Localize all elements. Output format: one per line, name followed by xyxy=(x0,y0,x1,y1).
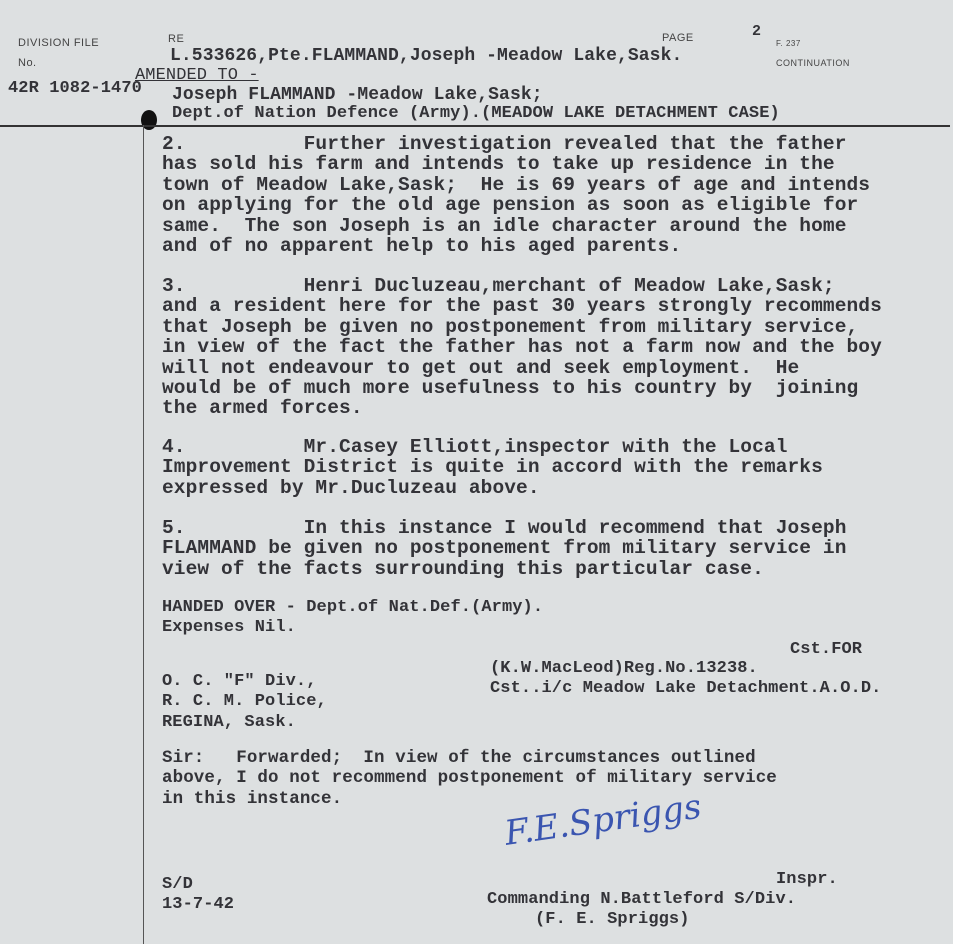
constable-line-2: Cst..i/c Meadow Lake Detachment.A.O.D. xyxy=(490,679,882,698)
signatory-rank: Inspr. xyxy=(776,870,838,889)
text-line: has sold his farm and intends to take up residence in the xyxy=(162,153,835,176)
addressee xyxy=(162,672,327,733)
text-line: same. The son Joseph is an idle character around the home xyxy=(162,214,847,237)
page-label: PAGE xyxy=(662,32,694,44)
text-line: and of no apparent help to his aged parents. xyxy=(162,235,682,258)
text-line: the armed forces. xyxy=(162,397,363,420)
handed-over xyxy=(162,598,543,639)
amended-line-2: Dept.of Nation Defence (Army).(MEADOW LAKE DETACHMENT CASE) xyxy=(172,104,780,123)
signatory-line-1: Commanding N.Battleford S/Div. xyxy=(487,890,797,909)
text-line: will not endeavour to get out and seek employment. He xyxy=(162,356,800,379)
no-label: No. xyxy=(18,57,37,69)
text-line: view of the facts surrounding this particular case. xyxy=(162,557,764,580)
handwritten-signature: F.E.Spriggs xyxy=(502,786,704,854)
re-label: RE xyxy=(168,33,185,45)
subject-line: L.533626,Pte.FLAMMAND,Joseph -Meadow Lake,Sask. xyxy=(170,46,683,66)
text-line: town of Meadow Lake,Sask; He is 69 years of age and intends xyxy=(162,173,871,196)
file-reference xyxy=(162,875,234,916)
text-line: 2. Further investigation revealed that the father xyxy=(162,133,847,155)
text-line: in this instance. xyxy=(162,788,343,809)
division-file-label: DIVISION FILE xyxy=(18,37,100,49)
text-line: Sir: Forwarded; In view of the circumstances outlined xyxy=(162,748,756,768)
text-line: FLAMMAND be given no postponement from military service in xyxy=(162,537,847,560)
text-line: above, I do not recommend postponement of military service xyxy=(162,768,777,789)
text-line: 4. Mr.Casey Elliott,inspector with the Local xyxy=(162,436,788,458)
text-line: would be of much more usefulness to his country by joining xyxy=(162,377,859,400)
text-line: in view of the fact the father has not a farm now and the boy xyxy=(162,336,882,359)
amended-line-1: Joseph FLAMMAND -Meadow Lake,Sask; xyxy=(172,85,543,105)
continuation-label: CONTINUATION xyxy=(776,58,850,68)
text-line: R. C. M. Police, xyxy=(162,692,327,712)
constable-line-1: (K.W.MacLeod)Reg.No.13238. xyxy=(490,659,758,678)
text-line: 13-7-42 xyxy=(162,895,235,915)
text-line: expressed by Mr.Ducluzeau above. xyxy=(162,476,540,499)
text-line: 3. Henri Ducluzeau,merchant of Meadow Lake,Sask; xyxy=(162,275,835,297)
signatory-line-2: (F. E. Spriggs) xyxy=(535,910,690,929)
form-number: F. 237 xyxy=(776,39,801,48)
text-line: REGINA, Sask. xyxy=(162,712,296,732)
text-line: on applying for the old age pension as soon as eligible for xyxy=(162,194,859,217)
text-line: 5. In this instance I would recommend that Joseph xyxy=(162,517,847,539)
text-line: that Joseph be given no postponement from military service, xyxy=(162,315,859,338)
text-line: and a resident here for the past 30 years strongly recommends xyxy=(162,295,882,318)
page-number: 2 xyxy=(752,23,762,40)
text-line: Improvement District is quite in accord with the remarks xyxy=(162,456,823,479)
text-line: O. C. "F" Div., xyxy=(162,672,317,691)
paragraph-3 xyxy=(162,276,882,419)
text-line: HANDED OVER - Dept.of Nat.Def.(Army). xyxy=(162,598,544,617)
file-number: 42R 1082-1470 xyxy=(8,79,142,98)
paragraph-4 xyxy=(162,437,823,498)
margin-line xyxy=(143,125,144,944)
text-line: Expenses Nil. xyxy=(162,618,296,638)
text-line: S/D xyxy=(162,875,193,894)
paragraph-5 xyxy=(162,518,847,579)
constable-title: Cst.FOR xyxy=(790,640,863,659)
paragraph-2 xyxy=(162,134,870,256)
amended-label: AMENDED TO - xyxy=(135,66,259,85)
